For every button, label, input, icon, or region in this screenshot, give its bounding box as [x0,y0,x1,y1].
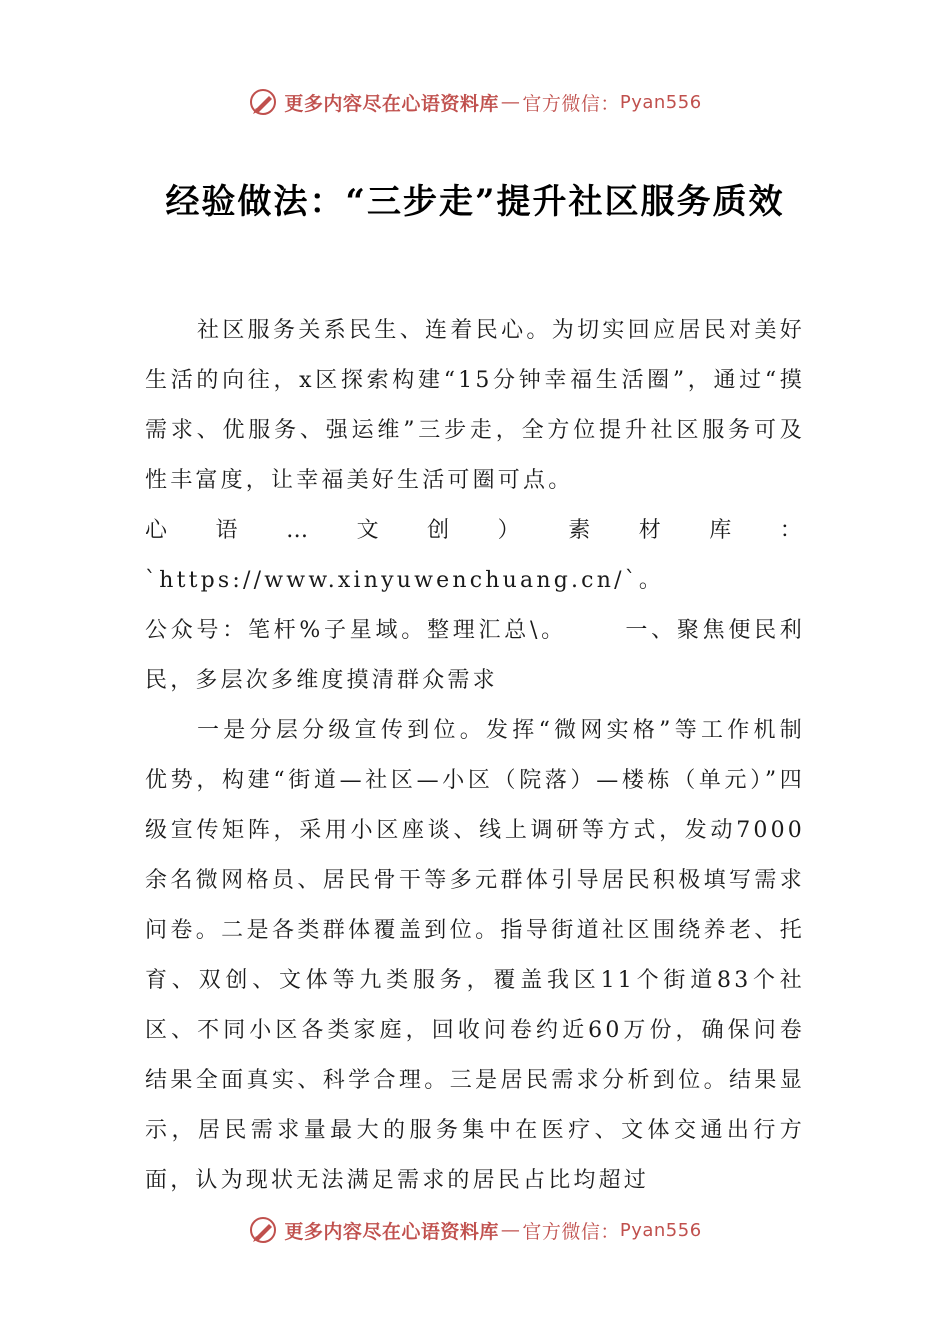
paragraph-source: 心语…文创）素材库：`https://www.xinyuwenchuang.cn/`。 [145,518,805,593]
header-banner [0,82,950,122]
pen-logo-icon [248,1215,278,1245]
paragraph-section-heading [145,606,805,706]
paragraph-account: 公众号：笔杆%子星域。整理汇总\。 [145,618,567,643]
paragraph-body: 一是分层分级宣传到位。发挥“微网实格”等工作机制优势，构建“街道—社区—小区（院落）—楼栋（单元）”四级宣传矩阵，采用小区座谈、线上调研等方式，发动7000余名微网格员、居民骨干等多元群体引导居民积极填写需求问卷。二是各类群体覆盖到位。指导街道社区围绕养老、托育、双创、文体等九类服务，覆盖我区11个街道83个社区、不同小区各类家庭，回收问卷约近60万份，确保问卷结果全面真实、科学合理。三是居民需求分析到位。结果显示，居民需求量最大的服务集中在医疗、文体交通出行方面，认为现状无法满足需求的居民占比均超过 [145,718,805,1193]
section-heading-one: 一、聚焦便民利民，多层次多维度摸清群众需求 [145,618,805,693]
pen-logo-icon [248,87,278,117]
banner-wechat-label: 官方微信： [522,92,620,115]
paragraph-intro: 社区服务关系民生、连着民心。为切实回应居民对美好生活的向往，x区探索构建“15分钟幸福生活圈”，通过“摸需求、优服务、强运维”三步走，全方位提升社区服务可及性丰富度，让幸福美好生活可圈可点。 [145,318,805,493]
banner-separator: — [500,91,521,113]
document-title: 经验做法：“三步走”提升社区服务质效 [165,182,785,222]
banner-main-text: 更多内容尽在心语资料库 [284,92,499,115]
banner-separator: — [500,1219,521,1241]
banner-wechat-label: 官方微信： [522,1220,620,1243]
document-body [145,306,805,1206]
banner-wechat-id: Pyan556 [619,1219,702,1241]
banner-main-text: 更多内容尽在心语资料库 [284,1220,499,1243]
footer-banner [0,1210,950,1250]
banner-wechat-id: Pyan556 [619,91,702,113]
